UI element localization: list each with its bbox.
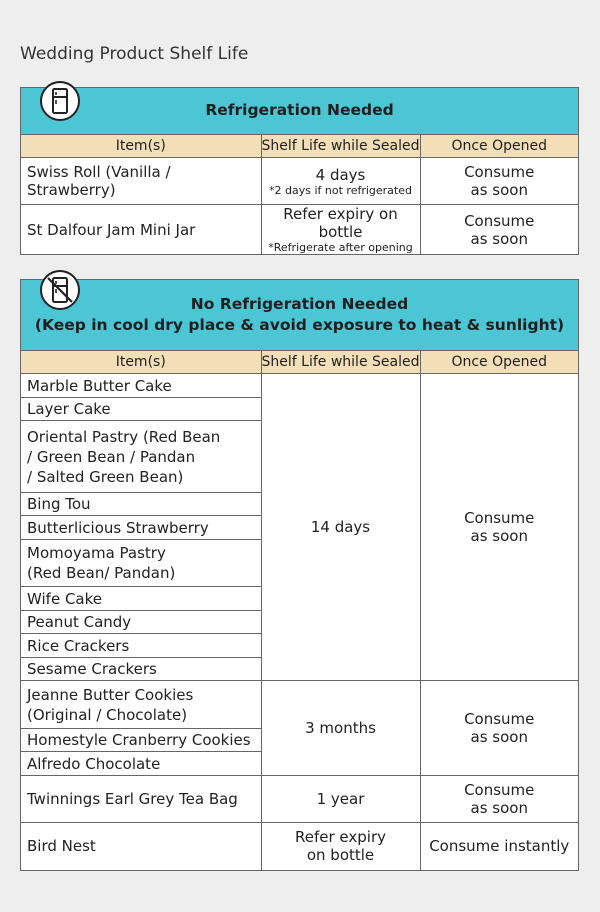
item-cell: Butterlicious Strawberry [21,516,261,540]
opened-line: Consume [464,211,535,230]
opened-line: Consume [464,781,535,799]
no-fridge-icon [40,270,80,310]
opened-cell [420,205,578,255]
item-cell: Peanut Candy [21,611,261,634]
opened-line: Consume [464,163,535,181]
item-line: Jeanne Butter Cookies [27,685,194,704]
sealed-cell [261,158,420,205]
sealed-value: Refer expiry on bottle [283,205,398,241]
opened-cell [420,374,578,681]
col-item: Item(s) [21,351,261,374]
item-cell: Homestyle Cranberry Cookies [21,729,261,752]
item-cell: Marble Butter Cake [21,374,261,398]
non-refrigerated-section [20,279,579,871]
sealed-note: *2 days if not refrigerated [269,183,412,197]
item-cell: Twinnings Earl Grey Tea Bag [21,776,261,823]
table-row [21,776,578,823]
opened-cell [420,158,578,205]
table-row [21,158,578,205]
col-item: Item(s) [21,135,261,158]
item-line: Momoyama Pastry [27,544,166,562]
sealed-line: Refer expiry [295,828,386,847]
item-cell: Wife Cake [21,587,261,611]
opened-line: Consume [464,509,535,527]
item-line: (Red Bean/ Pandan) [27,564,176,582]
opened-line: Consume [464,710,535,728]
non-refrigerated-subtitle: (Keep in cool dry place & avoid exposure to heat & sunlight) [34,316,565,334]
table-row [21,374,578,398]
non-refrigerated-header [21,280,578,351]
sealed-line: on bottle [306,846,375,865]
item-cell: Rice Crackers [21,634,261,658]
item-cell: Bing Tou [21,493,261,516]
item-cell: Alfredo Chocolate [21,752,261,776]
table-row [21,823,578,870]
sealed-cell: 3 months [261,681,420,776]
item-line: (Original / Chocolate) [27,705,188,724]
opened-line: as soon [470,728,528,746]
item-line: / Green Bean / Pandan [27,447,196,466]
item-cell [21,421,261,493]
item-cell: Layer Cake [21,398,261,421]
sealed-cell [261,205,420,255]
sealed-cell: 14 days [261,374,420,681]
item-line: / Salted Green Bean) [27,467,184,486]
refrigerated-header [21,88,578,135]
item-cell [21,681,261,729]
item-cell: St Dalfour Jam Mini Jar [21,205,261,255]
table-row [21,681,578,729]
item-cell [21,540,261,587]
non-refrigerated-table [21,351,578,870]
opened-cell: Consume instantly [420,823,578,870]
item-cell: Swiss Roll (Vanilla / Strawberry) [21,158,261,205]
opened-line: as soon [470,229,528,248]
opened-line: as soon [470,181,528,199]
fridge-icon [40,81,80,121]
table-row [21,205,578,255]
item-cell: Bird Nest [21,823,261,870]
refrigerated-section [20,87,579,255]
sealed-value: 4 days [315,165,366,184]
item-line: Oriental Pastry (Red Bean [27,427,221,446]
col-sealed: Shelf Life while Sealed [261,135,420,158]
non-refrigerated-title: No Refrigeration Needed [190,295,409,313]
sealed-note: *Refrigerate after opening [268,241,413,254]
col-opened: Once Opened [420,135,578,158]
opened-cell [420,776,578,823]
sealed-cell: 1 year [261,776,420,823]
item-cell: Sesame Crackers [21,658,261,681]
opened-line: as soon [470,527,528,545]
sealed-cell [261,823,420,870]
col-opened: Once Opened [420,351,578,374]
page-title: Wedding Product Shelf Life [20,44,249,64]
opened-cell [420,681,578,776]
refrigerated-table [21,135,578,254]
opened-line: as soon [470,799,528,817]
col-sealed: Shelf Life while Sealed [261,351,420,374]
refrigerated-title: Refrigeration Needed [205,101,394,119]
